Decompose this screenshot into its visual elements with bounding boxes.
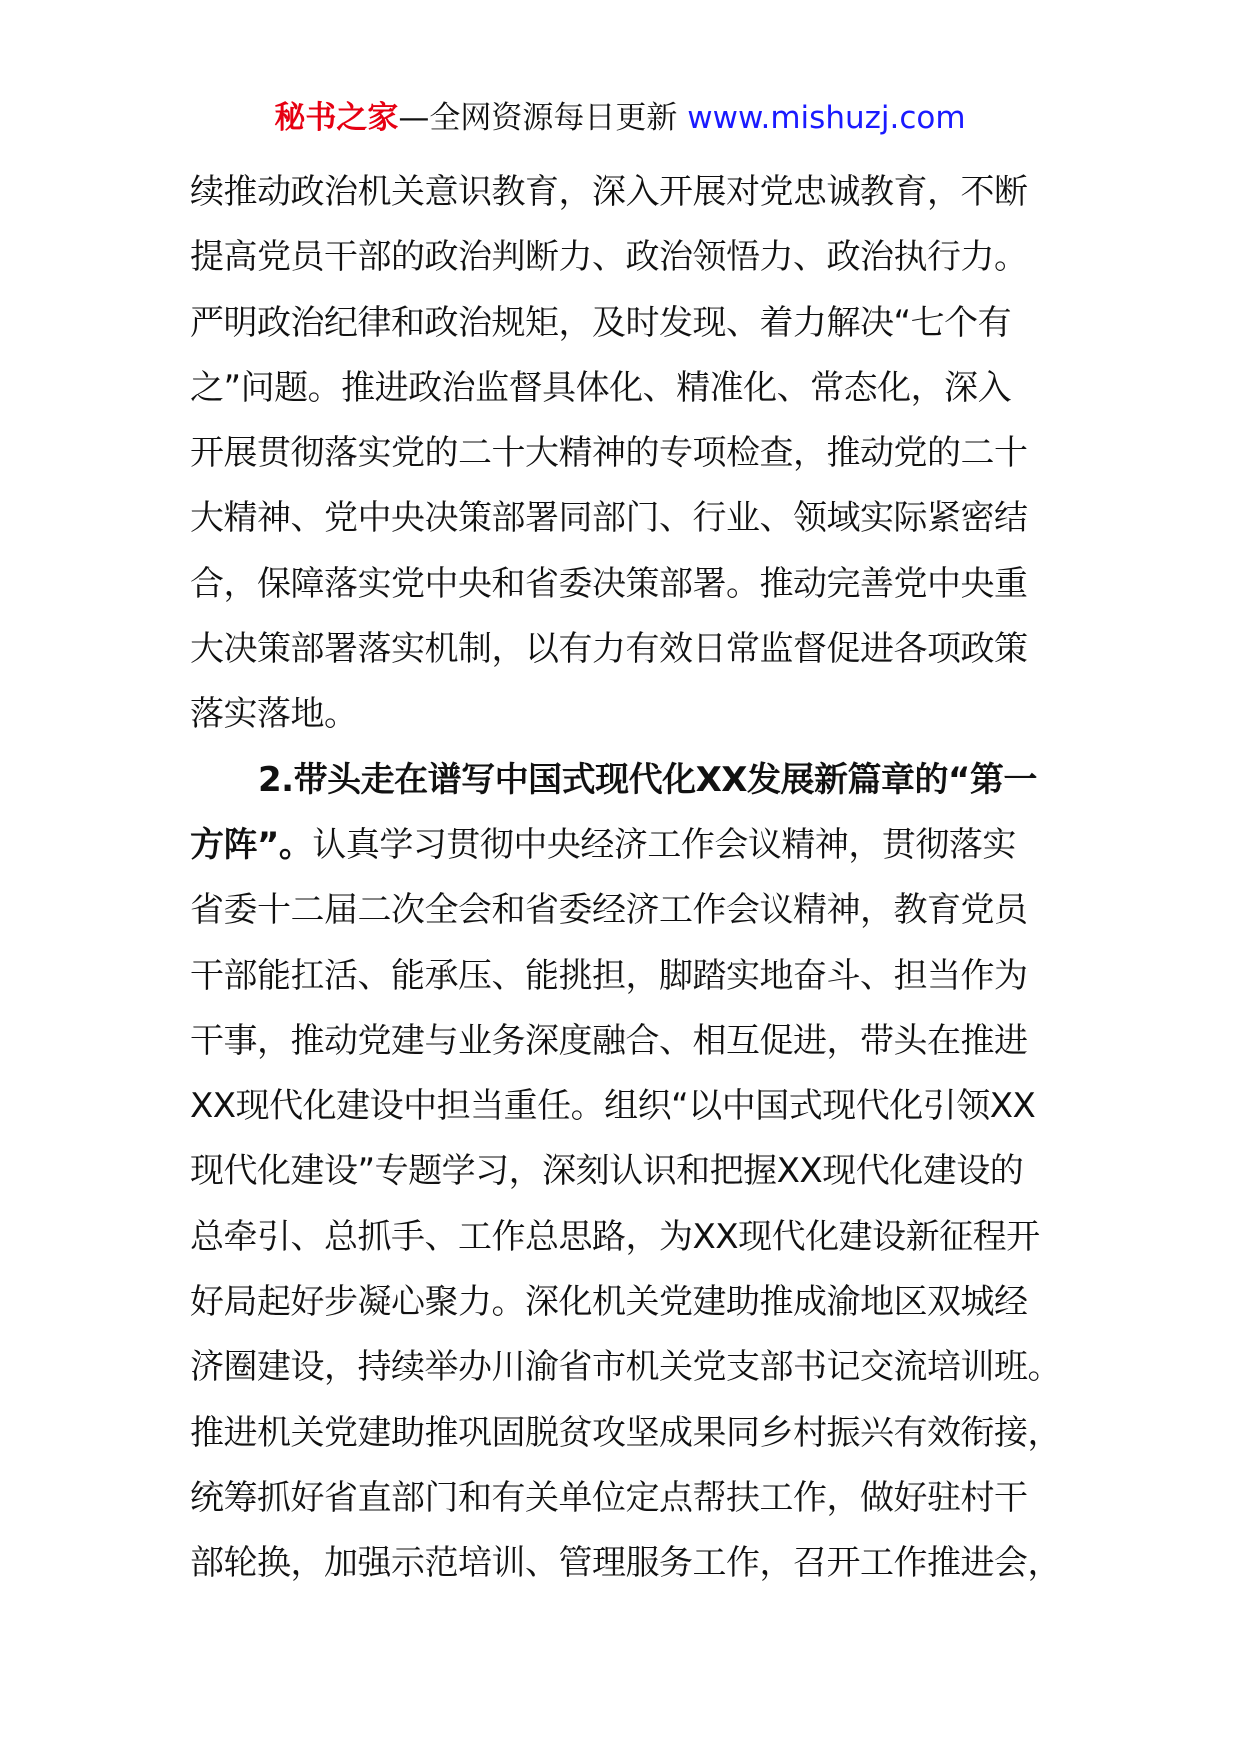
text-line: 严明政治纪律和政治规矩，及时发现、着力解决“七个有 (190, 302, 1012, 343)
text-line: 提高党员干部的政治判断力、政治领悟力、政治执行力。 (190, 237, 1028, 278)
text-line: 总牵引、总抓手、工作总思路，为XX现代化建设新征程开 (190, 1216, 1040, 1257)
text-line: XX现代化建设中担当重任。组织“以中国式现代化引领XX (190, 1086, 1036, 1127)
text-line: 大决策部署落实机制，以有力有效日常监督促进各项政策 (190, 629, 1028, 670)
text-line: 统筹抓好省直部门和有关单位定点帮扶工作，做好驻村干 (190, 1477, 1028, 1518)
site-tagline: —全网资源每日更新 (398, 100, 678, 136)
site-header (0, 96, 1240, 140)
text-line: 之”问题。推进政治监督具体化、精准化、常态化，深入 (190, 367, 1012, 408)
text-line: 方阵”。认真学习贯彻中央经济工作会议精神，贯彻落实 (190, 824, 1016, 865)
text-line: 干部能扛活、能承压、能挑担，脚踏实地奋斗、担当作为 (190, 955, 1028, 996)
text-line: 部轮换，加强示范培训、管理服务工作，召开工作推进会， (190, 1543, 1061, 1584)
text-line: 推进机关党建助推巩固脱贫攻坚成果同乡村振兴有效衔接， (190, 1412, 1061, 1453)
text-line: 现代化建设”专题学习，深刻认识和把握XX现代化建设的 (190, 1151, 1024, 1192)
text-line: 好局起好步凝心聚力。深化机关党建助推成渝地区双城经 (190, 1282, 1028, 1323)
text-line: 济圈建设，持续举办川渝省市机关党支部书记交流培训班。 (190, 1347, 1061, 1388)
site-url: www.mishuzj.com (687, 100, 966, 136)
text-line: 合，保障落实党中央和省委决策部署。推动完善党中央重 (190, 563, 1028, 604)
section-heading: 2.带头走在谱写中国式现代化XX发展新篇章的“第一 (258, 759, 1037, 800)
site-brand: 秘书之家 (274, 100, 399, 136)
text-line: 续推动政治机关意识教育，深入开展对党忠诚教育，不断 (190, 172, 1028, 212)
text-line: 省委十二届二次全会和省委经济工作会议精神，教育党员 (190, 890, 1028, 931)
text-line: 大精神、党中央决策部署同部门、行业、领域实际紧密结 (190, 498, 1028, 539)
text-line: 干事，推动党建与业务深度融合、相互促进，带头在推进 (190, 1020, 1028, 1061)
section-heading-tail: 方阵”。 (190, 824, 313, 865)
text-line: 落实落地。 (190, 694, 358, 735)
document-body (190, 160, 1060, 1597)
text-line: 开展贯彻落实党的二十大精神的专项检查，推动党的二十 (190, 433, 1028, 474)
